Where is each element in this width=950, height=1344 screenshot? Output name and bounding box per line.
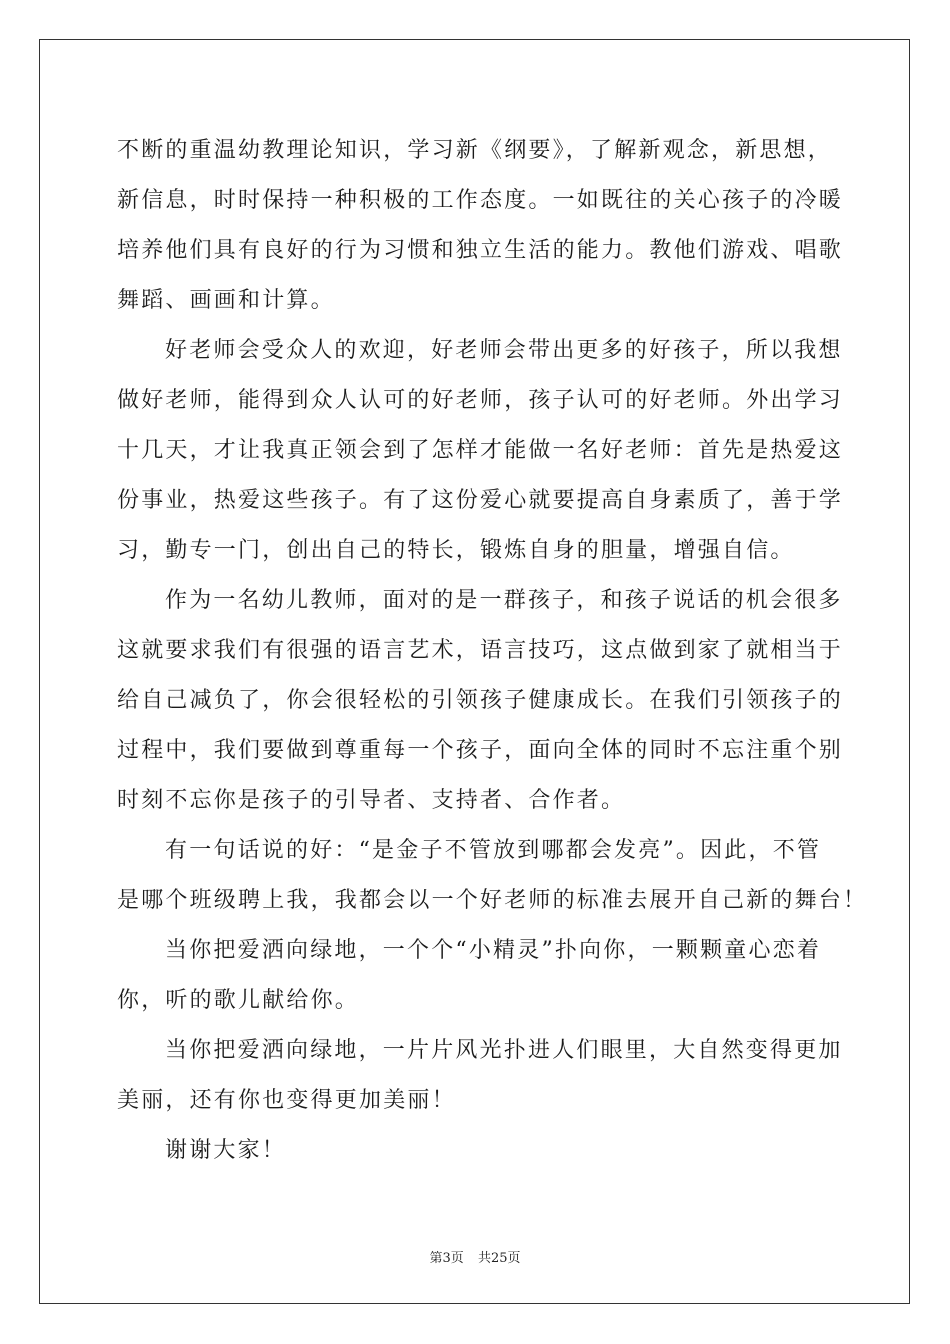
text-line: 这就要求我们有很强的语言艺术，语言技巧，这点做到家了就相当于: [117, 638, 844, 663]
paragraph-start-line: 当你把爱洒向绿地，一片片风光扑进人们眼里，大自然变得更加: [165, 1038, 843, 1063]
text-line: 份事业，热爱这些孩子。有了这份爱心就要提高自身素质了，善于学: [117, 488, 844, 513]
closing-line: 谢谢大家！: [165, 1138, 287, 1163]
text-line: 习，勤专一门，创出自己的特长，锻炼自身的胆量，增强自信。: [117, 538, 795, 563]
text-line: 舞蹈、画画和计算。: [117, 288, 335, 313]
text-line: 不断的重温幼教理论知识，学习新《纲要》，了解新观念，新思想，: [117, 138, 833, 163]
text-line: 给自己减负了，你会很轻松的引领孩子健康成长。在我们引领孩子的: [117, 688, 844, 713]
text-line: 过程中，我们要做到尊重每一个孩子，面向全体的同时不忘注重个别: [117, 738, 844, 763]
text-line: 培养他们具有良好的行为习惯和独立生活的能力。教他们游戏、唱歌: [117, 238, 844, 263]
page-total: 共25页: [477, 1251, 521, 1266]
text-line: 做好老师，能得到众人认可的好老师，孩子认可的好老师。外出学习: [117, 388, 844, 413]
document-body: [117, 126, 868, 1176]
text-line: 时刻不忘你是孩子的引导者、支持者、合作者。: [117, 788, 626, 813]
paragraph-start-line: 当你把爱洒向绿地，一个个“小精灵”扑向你，一颗颗童心恋着: [165, 938, 822, 963]
text-line: 你，听的歌儿献给你。: [117, 988, 360, 1013]
text-line: 是哪个班级聘上我，我都会以一个好老师的标准去展开自己新的舞台！: [117, 888, 868, 913]
text-line: 美丽，还有你也变得更加美丽！: [117, 1088, 456, 1113]
paragraph-start-line: 作为一名幼儿教师，面对的是一群孩子，和孩子说话的机会很多: [165, 588, 843, 613]
paragraph-start-line: 好老师会受众人的欢迎，好老师会带出更多的好孩子，所以我想: [165, 338, 843, 363]
page-number: 第3页: [429, 1251, 464, 1266]
text-line: 新信息，时时保持一种积极的工作态度。一如既往的关心孩子的冷暖: [117, 188, 844, 213]
paragraph-start-line: 有一句话说的好：“是金子不管放到哪都会发亮”。因此，不管: [165, 838, 822, 863]
page-footer: [0, 1247, 950, 1266]
text-line: 十几天，才让我真正领会到了怎样才能做一名好老师：首先是热爱这: [117, 438, 844, 463]
